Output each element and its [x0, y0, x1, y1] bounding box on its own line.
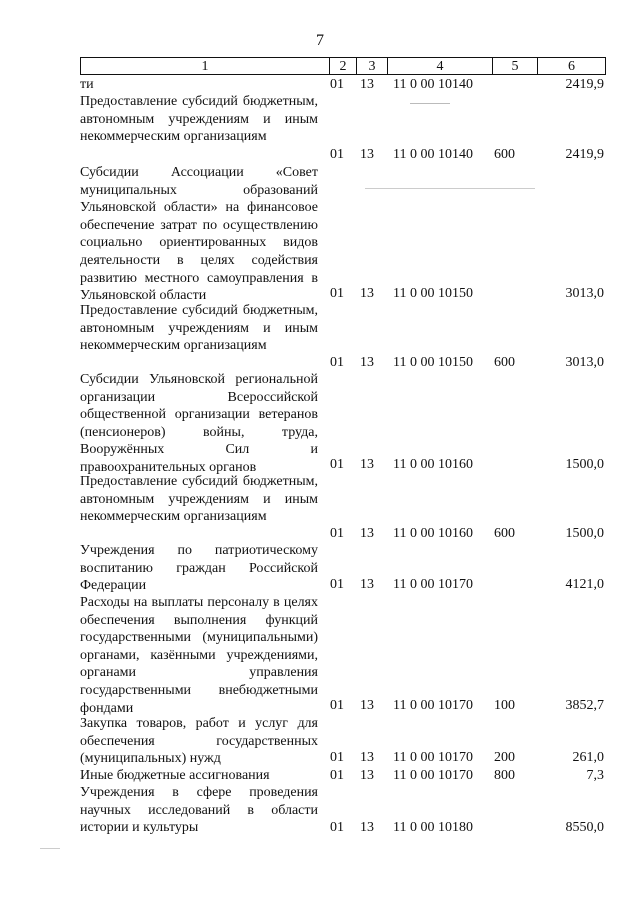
row-target-article: 11 0 00 10140	[393, 77, 473, 92]
header-col-3: 3	[357, 58, 388, 75]
row-target-article: 11 0 00 10170	[393, 750, 473, 765]
row-subsection: 13	[360, 820, 374, 835]
row-section: 01	[330, 457, 344, 472]
header-col-1: 1	[81, 58, 330, 75]
header-col-4: 4	[388, 58, 493, 75]
row-section: 01	[330, 77, 344, 92]
row-target-article: 11 0 00 10140	[393, 147, 473, 162]
row-description: Расходы на выплаты персоналу в целях обеспечения выполнения функций государственными (муниципальными) органами, казёнными учреждениями, органами управления государственными внебюджетными фондами	[80, 595, 318, 716]
row-amount: 4121,0	[565, 577, 604, 592]
row-description: Закупка товаров, работ и услуг для обеспечения государственных (муниципальных) нужд	[80, 716, 318, 767]
row-expense-type: 100	[494, 698, 515, 713]
row-target-article: 11 0 00 10170	[393, 577, 473, 592]
row-section: 01	[330, 147, 344, 162]
row-subsection: 13	[360, 147, 374, 162]
row-section: 01	[330, 698, 344, 713]
row-section: 01	[330, 355, 344, 370]
row-description: ти	[80, 77, 94, 92]
row-subsection: 13	[360, 577, 374, 592]
row-description: Учреждения по патриотическому воспитанию граждан Российской Федерации	[80, 543, 318, 594]
row-section: 01	[330, 577, 344, 592]
row-target-article: 11 0 00 10160	[393, 457, 473, 472]
row-section: 01	[330, 768, 344, 783]
row-description: Учреждения в сфере проведения научных исследований в области истории и культуры	[80, 785, 318, 836]
row-amount: 3013,0	[565, 286, 604, 301]
row-amount: 261,0	[572, 750, 604, 765]
scan-artifact	[365, 188, 535, 189]
row-expense-type: 600	[494, 526, 515, 541]
scan-artifact	[410, 103, 450, 104]
row-target-article: 11 0 00 10160	[393, 526, 473, 541]
row-section: 01	[330, 286, 344, 301]
row-subsection: 13	[360, 698, 374, 713]
row-amount: 2419,9	[565, 77, 604, 92]
row-description: Субсидии Ульяновской региональной организации Всероссийской общественной организации ветеранов (пенсионеров) войны, труда, Вооружённых Сил и правоохранительных органов	[80, 372, 318, 475]
page-number: 7	[316, 32, 324, 49]
row-amount: 1500,0	[565, 526, 604, 541]
row-subsection: 13	[360, 77, 374, 92]
row-expense-type: 600	[494, 355, 515, 370]
row-subsection: 13	[360, 286, 374, 301]
row-amount: 3852,7	[565, 698, 604, 713]
header-col-6: 6	[538, 58, 606, 75]
row-section: 01	[330, 750, 344, 765]
header-col-2: 2	[330, 58, 357, 75]
row-expense-type: 600	[494, 147, 515, 162]
row-subsection: 13	[360, 457, 374, 472]
row-target-article: 11 0 00 10180	[393, 820, 473, 835]
row-description: Предоставление субсидий бюджетным, автономным учреждениям и иным некоммерческим организациям	[80, 474, 318, 525]
row-amount: 1500,0	[565, 457, 604, 472]
row-subsection: 13	[360, 526, 374, 541]
row-amount: 3013,0	[565, 355, 604, 370]
row-target-article: 11 0 00 10170	[393, 768, 473, 783]
row-description: Субсидии Ассоциации «Совет муниципальных образований Ульяновской области» на финансовое обеспечение затрат по осуществлению социально ориентированных видов деятельности в целях содействия развитию местного самоуправления в Ульяновской области	[80, 165, 318, 304]
header-col-5: 5	[493, 58, 538, 75]
row-description: Иные бюджетные ассигнования	[80, 768, 270, 783]
row-subsection: 13	[360, 750, 374, 765]
row-target-article: 11 0 00 10150	[393, 286, 473, 301]
row-target-article: 11 0 00 10150	[393, 355, 473, 370]
row-amount: 7,3	[586, 768, 604, 783]
row-subsection: 13	[360, 768, 374, 783]
row-section: 01	[330, 526, 344, 541]
row-section: 01	[330, 820, 344, 835]
row-target-article: 11 0 00 10170	[393, 698, 473, 713]
row-description: Предоставление субсидий бюджетным, автономным учреждениям и иным некоммерческим организациям	[80, 303, 318, 354]
row-subsection: 13	[360, 355, 374, 370]
row-amount: 8550,0	[565, 820, 604, 835]
row-amount: 2419,9	[565, 147, 604, 162]
row-expense-type: 200	[494, 750, 515, 765]
scan-artifact	[40, 848, 60, 849]
row-description: Предоставление субсидий бюджетным, автономным учреждениям и иным некоммерческим организациям	[80, 94, 318, 145]
row-expense-type: 800	[494, 768, 515, 783]
